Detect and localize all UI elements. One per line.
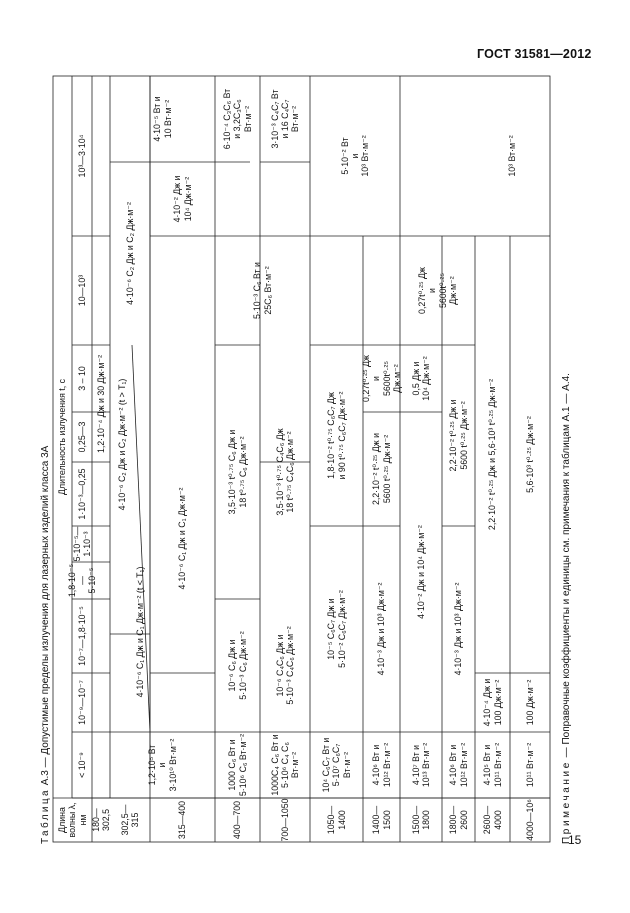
cell-r7-d5: 2,2·10⁻² t⁰·²⁵ Дж и 5600 t⁰·²⁵ Дж·м⁻² <box>371 432 392 506</box>
cell-r4-d1: 1000 С₆ Вт и 5·10⁶ С₆ Вт·м⁻² <box>227 733 248 797</box>
wavelength-row-1: 180—302,5 <box>90 808 111 832</box>
cell-r10-11-d9: 10³ Вт·м⁻² <box>507 135 518 177</box>
cell-r8-d2: 4·10⁻² Дж и 10⁴ Дж·м⁻² <box>415 525 426 619</box>
note-text: — Поправочные коэффициенты и единицы см. примечания к таблицам А.1 — А.4. <box>561 373 572 761</box>
cell-r4-d4: 3,5·10⁻³ t⁰·⁷⁵ С₆ Дж и 18 t⁰·⁷⁵ С₆ Дж·м⁻² <box>227 429 248 515</box>
wavelength-row-7: 1400—1500 <box>371 805 392 835</box>
cell-r1-main: 1,2·10⁻⁴ Дж и 30 Дж·м⁻² <box>95 354 106 454</box>
header-col-6: 1·10⁻³—0,25 <box>76 468 87 520</box>
header-col-4: 1,8·10⁻⁵— 5·10⁻⁵ <box>66 563 98 598</box>
header-col-7: 0,25—3 <box>76 421 87 453</box>
header-col-10: 10³—3·10⁴ <box>76 134 87 178</box>
caption-text: А.3 — Допустимые пределы излучения для лазерных изделий класса 3А <box>40 445 51 788</box>
rotated-table-page <box>40 74 582 844</box>
cell-r4-d2: 10⁻⁶ С₆ Дж и 5·10⁻³ С₆ Дж·м⁻² <box>227 631 248 700</box>
cell-r5-d5: 3,5·10⁻³ t⁰·⁷⁵ С₄С₆ Дж 18 t⁰·⁷⁵ С₄С₆ Дж·м⁻² <box>274 428 295 516</box>
cell-r5-d10: 3·10⁻³ С₄С₇ Вт и 16 С₄С₇ Вт·м⁻² <box>269 89 301 149</box>
cell-r2-d1: 1,2·10⁵ Вт и 3·10¹⁰ Вт·м⁻² <box>147 738 178 792</box>
cell-r4-d10: 6·10⁻⁴ С₃С₆ Вт и 3,2С₃С₆ Вт·м⁻² <box>222 88 253 150</box>
header-col-1: < 10⁻⁹ <box>76 752 87 778</box>
cell-r10-d2: 4·10⁻⁴ Дж и 100 Дж·м⁻² <box>482 678 503 727</box>
note-label: Примечание <box>561 760 572 844</box>
cell-r2-d9: 4·10⁻⁶ С₂ Дж и С₂ Дж·м⁻² <box>124 202 135 305</box>
cell-r7-d8: 0,27t⁰·²⁵ Дж и 5600t⁰·²⁵ Дж·м⁻² <box>361 355 402 402</box>
page-number: 15 <box>568 833 582 847</box>
header-wavelength: Длина волны λ, нм <box>57 802 88 838</box>
cell-r8-d1: 4·10⁷ Вт и 10¹³ Вт·м⁻² <box>410 742 431 788</box>
wavelength-row-11: 4000—10⁶ <box>524 799 535 841</box>
cell-r3-d9: 4·10⁻² Дж и 10⁴ Дж·м⁻² <box>172 175 193 223</box>
wavelength-row-4: 400—700 <box>232 800 243 840</box>
cell-r9-d6: 2,2·10⁻² t⁰·²⁵ Дж и 5600 t⁰·²⁵ Дж·м⁻² <box>448 399 469 472</box>
wavelength-row-6: 1050—1400 <box>326 805 347 835</box>
cell-r2-upper: 4·10⁻⁶ С₂ Дж и С₂ Дж·м⁻² (t > T₁) <box>116 378 127 511</box>
wavelength-row-9: 1800—2600 <box>448 805 469 835</box>
cell-r7-d1: 4·10⁶ Вт и 10¹² Вт·м⁻² <box>371 742 392 788</box>
wavelength-row-5: 700—1050 <box>279 798 290 842</box>
cell-r5-d2: 10⁻⁶ С₄С₆ Дж и 5·10⁻³ С₄С₆ Дж·м⁻² <box>274 626 295 705</box>
header-col-8: 3 – 10 <box>76 366 87 391</box>
header-col-2: 10⁻⁹—10⁻⁷ <box>76 680 87 725</box>
cell-r3-d10: 4·10⁻⁵ Вт и 10 Вт·м⁻² <box>152 96 173 142</box>
cell-r9-d2: 4·10⁻³ Дж и 10³ Дж·м⁻² <box>453 582 464 676</box>
header-col-9: 10—10³ <box>76 274 87 307</box>
cell-r4-d9: 5·10⁻³ С₆ Вт и 25С₆ Вт·м⁻² <box>252 262 273 319</box>
caption-label: Таблица <box>40 787 51 844</box>
cell-r11-d2: 100 Дж·м⁻² <box>524 679 535 726</box>
cell-r7-d2: 4·10⁻³ Дж и 10³ Дж·м⁻² <box>376 582 387 676</box>
cell-r9-d1: 4·10⁶ Вт и 10¹² Вт·м⁻² <box>448 742 469 788</box>
cell-r9-d8: 0,27t⁰·²⁵ Дж и 5600t⁰·²⁵ Дж·м⁻² <box>417 267 458 314</box>
cell-r11-d1: 10¹¹ Вт·м⁻² <box>524 742 535 788</box>
wavelength-row-8: 1500—1800 <box>410 805 431 835</box>
cell-r10-d3: 2,2·10⁻² t⁰·²⁵ Дж и 5,6·10³ t⁰·²⁵ Дж·м⁻² <box>487 378 498 531</box>
wavelength-row-3: 315—400 <box>177 800 188 840</box>
cell-r6-d2: 10⁻⁵ С₆С₇ Дж и 5·10⁻² С₆С₇ Дж·м⁻² <box>326 590 347 668</box>
cell-r5-d1: 1000С₄ С₆ Вт и 5·10⁶ С₄ С₆ Вт·м⁻² <box>269 734 301 796</box>
wavelength-row-2: 302,5—315 <box>119 804 140 836</box>
header-duration: Длительность излучения t, c <box>57 378 68 496</box>
cell-r11-d3: 5,6·10³ t⁰·²⁵ Дж·м⁻² <box>524 416 535 493</box>
document-code: ГОСТ 31581—2012 <box>477 47 592 61</box>
header-col-5: 5·10⁻⁵— 1·10⁻³ <box>71 526 92 562</box>
wavelength-row-10: 2600—4000 <box>482 805 503 835</box>
cell-r3-d4: 4·10⁻⁶ С₁ Дж и С₁ Дж·м⁻² <box>177 487 188 590</box>
cell-r7-d9: 5·10⁻² Вт и 10³ Вт·м⁻² <box>339 135 371 177</box>
table-note <box>561 373 572 844</box>
header-col-3: 10⁻⁷—1,8·10⁻⁵ <box>76 606 87 666</box>
cell-r6-d1: 10⁴ С₆С₇ Вт и 5·10⁷ С₆С₇ Вт·м⁻² <box>321 737 352 793</box>
cell-r8-d8: 0,5 Дж и 10⁴ Дж·м⁻² <box>410 356 431 401</box>
cell-r10-d1: 4·10⁵ Вт и 10¹¹ Вт·м⁻² <box>482 742 503 788</box>
cell-r6-d5: 1,8·10⁻² t⁰·⁷⁵ С₆С₇ Дж и 90 t⁰·⁷⁵ С₆С₇ Дж·м⁻² <box>326 391 347 480</box>
cell-r2-lower: 4·10⁻⁶ С₁ Дж и С₁ Дж·м⁻² (t < T₁) <box>134 566 145 698</box>
